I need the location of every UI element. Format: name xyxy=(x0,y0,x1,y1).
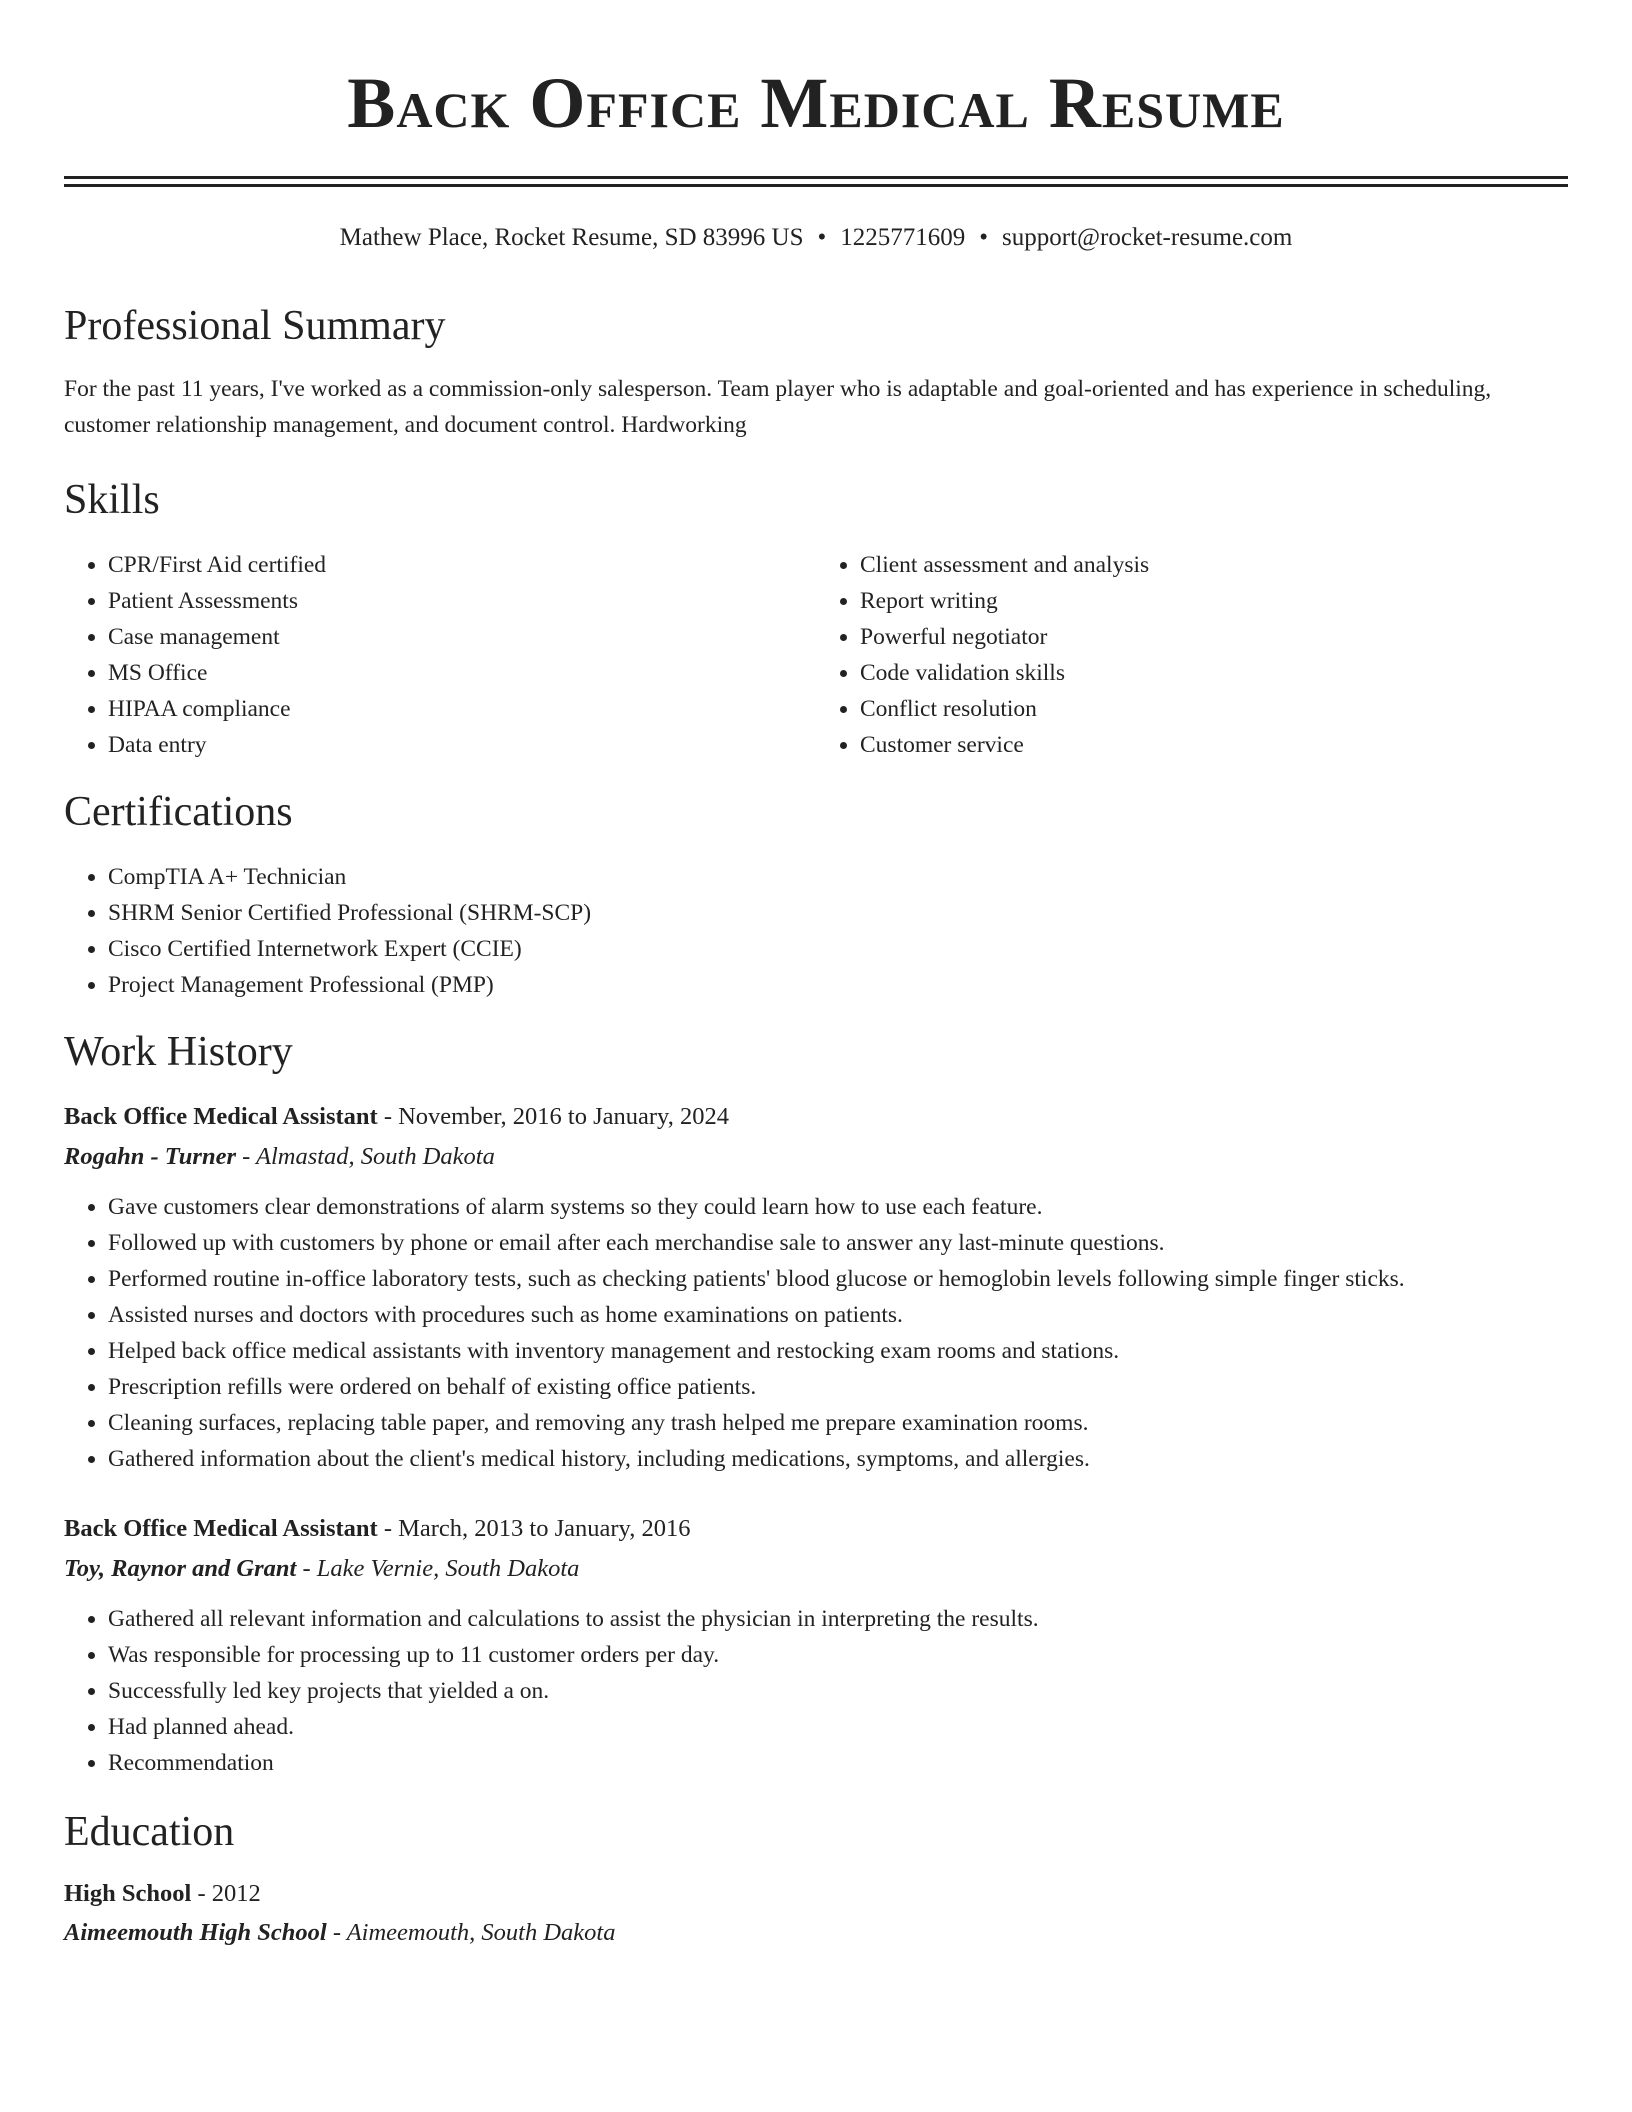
contact-address: Mathew Place, Rocket Resume, SD 83996 US xyxy=(339,224,804,251)
job-duty: • Was responsible for processing up to 11 customer orders per day. xyxy=(108,1637,1568,1673)
job-entry xyxy=(64,1509,1568,1781)
skills-columns xyxy=(64,547,1568,763)
contact-line xyxy=(64,221,1568,255)
skill-item: • Client assessment and analysis xyxy=(860,547,1568,583)
contact-email: support@rocket-resume.com xyxy=(1002,224,1293,251)
company-location: - Lake Vernie, South Dakota xyxy=(302,1555,580,1582)
skill-item: • Data entry xyxy=(108,727,816,763)
skill-item: • Case management xyxy=(108,619,816,655)
company-location: - Almastad, South Dakota xyxy=(242,1143,495,1170)
certification-item: • SHRM Senior Certified Professional (SHRM-SCP) xyxy=(108,895,1568,931)
job-duty: • Followed up with customers by phone or email after each merchandise sale to answer any last-minute questions. xyxy=(108,1225,1568,1261)
title-double-rule xyxy=(64,176,1568,187)
job-duty: • Gathered information about the client's medical history, including medications, symptoms, and allergies. xyxy=(108,1441,1568,1477)
contact-phone: 1225771609 xyxy=(840,224,966,251)
contact-separator: • xyxy=(817,224,827,251)
education-school-line xyxy=(64,1913,1568,1953)
skills-section xyxy=(64,475,1568,763)
skill-item: • CPR/First Aid certified xyxy=(108,547,816,583)
certification-item: • CompTIA A+ Technician xyxy=(108,859,1568,895)
job-duty: • Had planned ahead. xyxy=(108,1709,1568,1745)
certification-item: • Cisco Certified Internetwork Expert (CCIE) xyxy=(108,931,1568,967)
company-name: Toy, Raynor and Grant xyxy=(64,1555,297,1582)
job-entry xyxy=(64,1097,1568,1477)
skill-item: • HIPAA compliance xyxy=(108,691,816,727)
skills-left-list xyxy=(64,547,816,763)
resume-title: Back Office Medical Resume xyxy=(347,63,1285,143)
job-duty: • Gave customers clear demonstrations of alarm systems so they could learn how to use each feature. xyxy=(108,1189,1568,1225)
education-heading: Education xyxy=(64,1809,235,1855)
job-dates: - March, 2013 to January, 2016 xyxy=(383,1515,691,1542)
education-section xyxy=(64,1807,1568,1953)
education-school: Aimeemouth High School xyxy=(64,1919,327,1946)
skills-right-list xyxy=(816,547,1568,763)
education-degree-line xyxy=(64,1875,1568,1913)
certification-item: • Project Management Professional (PMP) xyxy=(108,967,1568,1003)
job-title: Back Office Medical Assistant xyxy=(64,1515,378,1542)
job-duty: • Prescription refills were ordered on behalf of existing office patients. xyxy=(108,1369,1568,1405)
skill-item: • MS Office xyxy=(108,655,816,691)
company-line xyxy=(64,1549,1568,1589)
skill-item: • Patient Assessments xyxy=(108,583,816,619)
skill-item: • Customer service xyxy=(860,727,1568,763)
job-dates: - November, 2016 to January, 2024 xyxy=(383,1103,729,1130)
education-degree: High School xyxy=(64,1880,192,1907)
summary-section xyxy=(64,301,1568,443)
skill-item: • Conflict resolution xyxy=(860,691,1568,727)
work-history-section xyxy=(64,1027,1568,1781)
job-title: Back Office Medical Assistant xyxy=(64,1103,378,1130)
education-location: - Aimeemouth, South Dakota xyxy=(332,1919,616,1946)
summary-heading: Professional Summary xyxy=(64,303,446,349)
job-duty: • Performed routine in-office laboratory tests, such as checking patients' blood glucose or hemoglobin levels following simple finger sticks. xyxy=(108,1261,1568,1297)
company-line xyxy=(64,1137,1568,1177)
job-duty: • Assisted nurses and doctors with procedures such as home examinations on patients. xyxy=(108,1297,1568,1333)
certifications-heading: Certifications xyxy=(64,789,293,835)
summary-text: For the past 11 years, I've worked as a commission-only salesperson. Team player who is adaptable and goal-oriented and has experience in scheduling, customer relationship management, and document control. Hardworking xyxy=(64,376,1492,438)
company-name: Rogahn - Turner xyxy=(64,1143,237,1170)
certifications-list xyxy=(64,859,1568,1003)
job-duty: • Recommendation xyxy=(108,1745,1568,1781)
education-year: - 2012 xyxy=(197,1880,261,1907)
job-duty: • Helped back office medical assistants with inventory management and restocking exam rooms and stations. xyxy=(108,1333,1568,1369)
work-history-heading: Work History xyxy=(64,1029,293,1075)
job-duty: • Gathered all relevant information and calculations to assist the physician in interpreting the results. xyxy=(108,1601,1568,1637)
certifications-section xyxy=(64,787,1568,1003)
job-duty: • Successfully led key projects that yielded a on. xyxy=(108,1673,1568,1709)
job-duties-list xyxy=(64,1189,1568,1477)
job-duties-list xyxy=(64,1601,1568,1781)
skill-item: • Report writing xyxy=(860,583,1568,619)
skills-heading: Skills xyxy=(64,477,160,523)
skill-item: • Powerful negotiator xyxy=(860,619,1568,655)
job-duty: • Cleaning surfaces, replacing table paper, and removing any trash helped me prepare examination rooms. xyxy=(108,1405,1568,1441)
job-title-line xyxy=(64,1509,1568,1549)
job-title-line xyxy=(64,1097,1568,1137)
skill-item: • Code validation skills xyxy=(860,655,1568,691)
contact-separator: • xyxy=(979,224,989,251)
